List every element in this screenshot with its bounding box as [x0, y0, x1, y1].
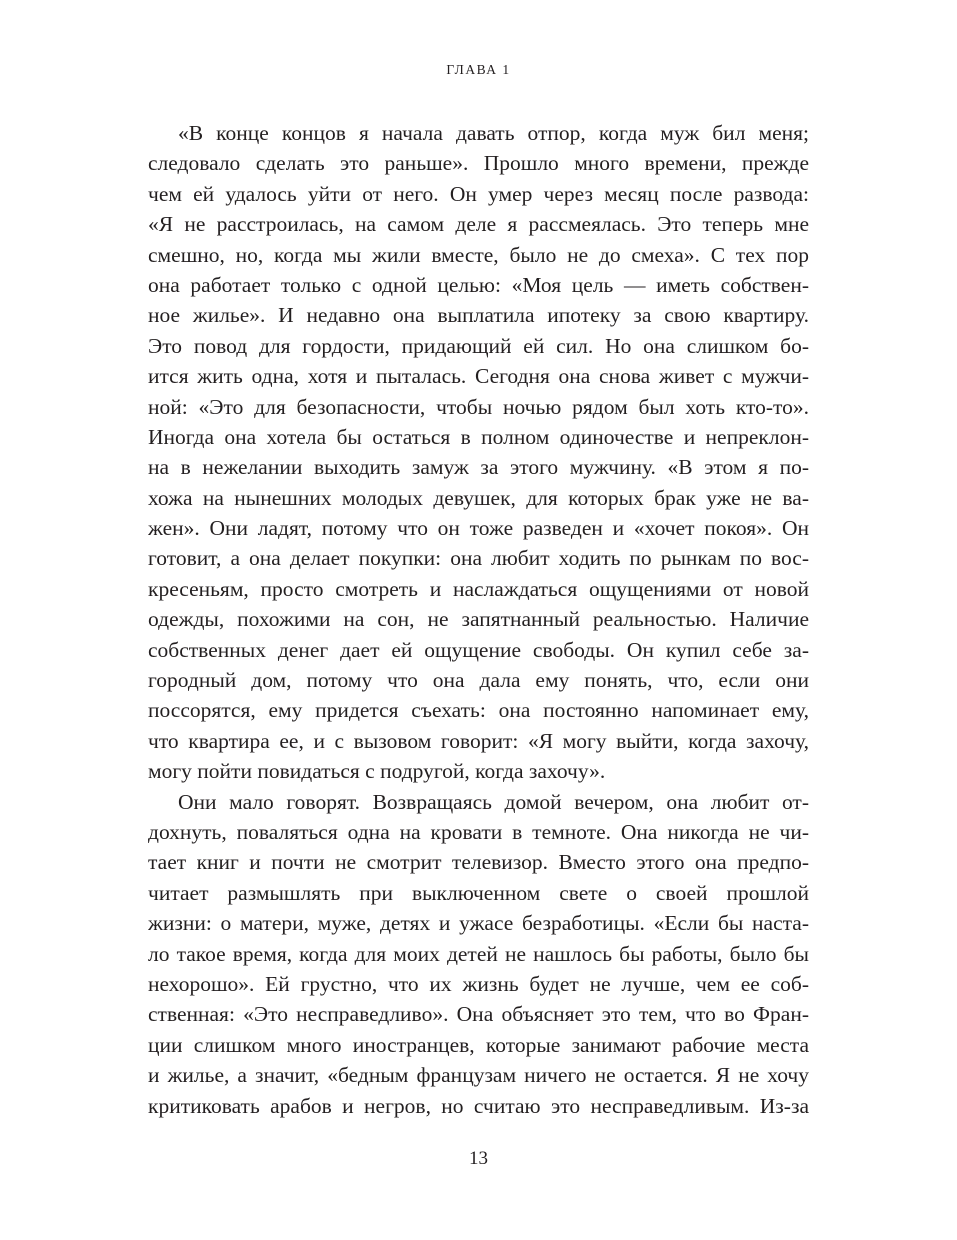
page-number: 13 [469, 1148, 488, 1169]
running-head: ГЛАВА 1 [446, 62, 511, 77]
text-line: могу пойти повидаться с подругой, когда захочу». [148, 759, 606, 784]
text-line: читает размышлять при выключенном свете о своей прошлой [148, 880, 809, 905]
text-line: критиковать арабов и негров, но считаю это несправедливым. Из-за [148, 1093, 809, 1118]
text-line: ственная: «Это несправедливо». Она объясняет это тем, что во Фран- [148, 1002, 809, 1027]
text-line: «В конце концов я начала давать отпор, когда муж бил меня; [178, 121, 809, 145]
text-line: Это повод для гордости, придающий ей сил. Но она слишком бо- [148, 333, 809, 358]
body-text [148, 118, 809, 1121]
text-line: одежды, похожими на сон, не запятнанный реальностью. Наличие [148, 607, 809, 632]
text-line: тает книг и почти не смотрит телевизор. Вместо этого она предпо- [148, 850, 809, 875]
text-line: ной: «Это для безопасности, чтобы ночью рядом был хоть кто-то». [148, 394, 809, 419]
text-line: хожа на нынешних молодых девушек, для которых брак уже не ва- [148, 485, 809, 510]
text-line: она работает только с одной целью: «Моя цель — иметь собствен- [148, 272, 809, 297]
text-line: нехорошо». Ей грустно, что их жизнь будет не лучше, чем ее соб- [148, 971, 809, 996]
text-line: ное жилье». И недавно она выплатила ипотеку за свою квартиру. [148, 303, 809, 328]
text-line: поссорятся, ему придется съехать: она постоянно напоминает ему, [148, 698, 809, 723]
text-line: смешно, но, когда мы жили вместе, было не до смеха». С тех пор [148, 242, 809, 267]
text-line: жен». Они ладят, потому что он тоже разведен и «хочет покоя». Он [148, 516, 809, 541]
text-line: что квартира ее, и с вызовом говорит: «Я могу выйти, когда захочу, [148, 728, 809, 753]
text-line: на в нежелании выходить замуж за этого мужчину. «В этом я по- [148, 455, 809, 480]
text-line: «Я не расстроилась, на самом деле я рассмеялась. Это теперь мне [148, 212, 809, 237]
text-line: готовит, а она делает покупки: она любит ходить по рынкам по вос- [148, 546, 809, 571]
text-line: ции слишком много иностранцев, которые занимают рабочие места [148, 1032, 809, 1057]
text-line: ится жить одна, хотя и пыталась. Сегодня она снова живет с мужчи- [148, 364, 809, 389]
text-line: следовало сделать это раньше». Прошло много времени, прежде [148, 151, 809, 176]
text-line: Иногда она хотела бы остаться в полном одиночестве и непреклон- [148, 424, 809, 449]
text-line: городный дом, потому что она дала ему понять, что, если они [148, 668, 809, 693]
text-line: ло такое время, когда для моих детей не нашлось бы работы, было бы [148, 941, 809, 966]
text-line: и жилье, а значит, «бедным французам ничего не остается. Я не хочу [148, 1063, 809, 1088]
text-line: кресеньям, просто смотреть и наслаждаться ощущениями от новой [148, 576, 809, 601]
text-line: чем ей удалось уйти от него. Он умер через месяц после развода: [148, 181, 809, 206]
text-line: собственных денег дает ей ощущение свободы. Он купил себе за- [148, 637, 809, 662]
text-line: Они мало говорят. Возвращаясь домой вечером, она любит от- [178, 789, 809, 814]
text-line: дохнуть, поваляться одна на кровати в темноте. Она никогда не чи- [148, 819, 809, 844]
text-line: жизни: о матери, муже, детях и ужасе безработицы. «Если бы наста- [148, 911, 809, 936]
